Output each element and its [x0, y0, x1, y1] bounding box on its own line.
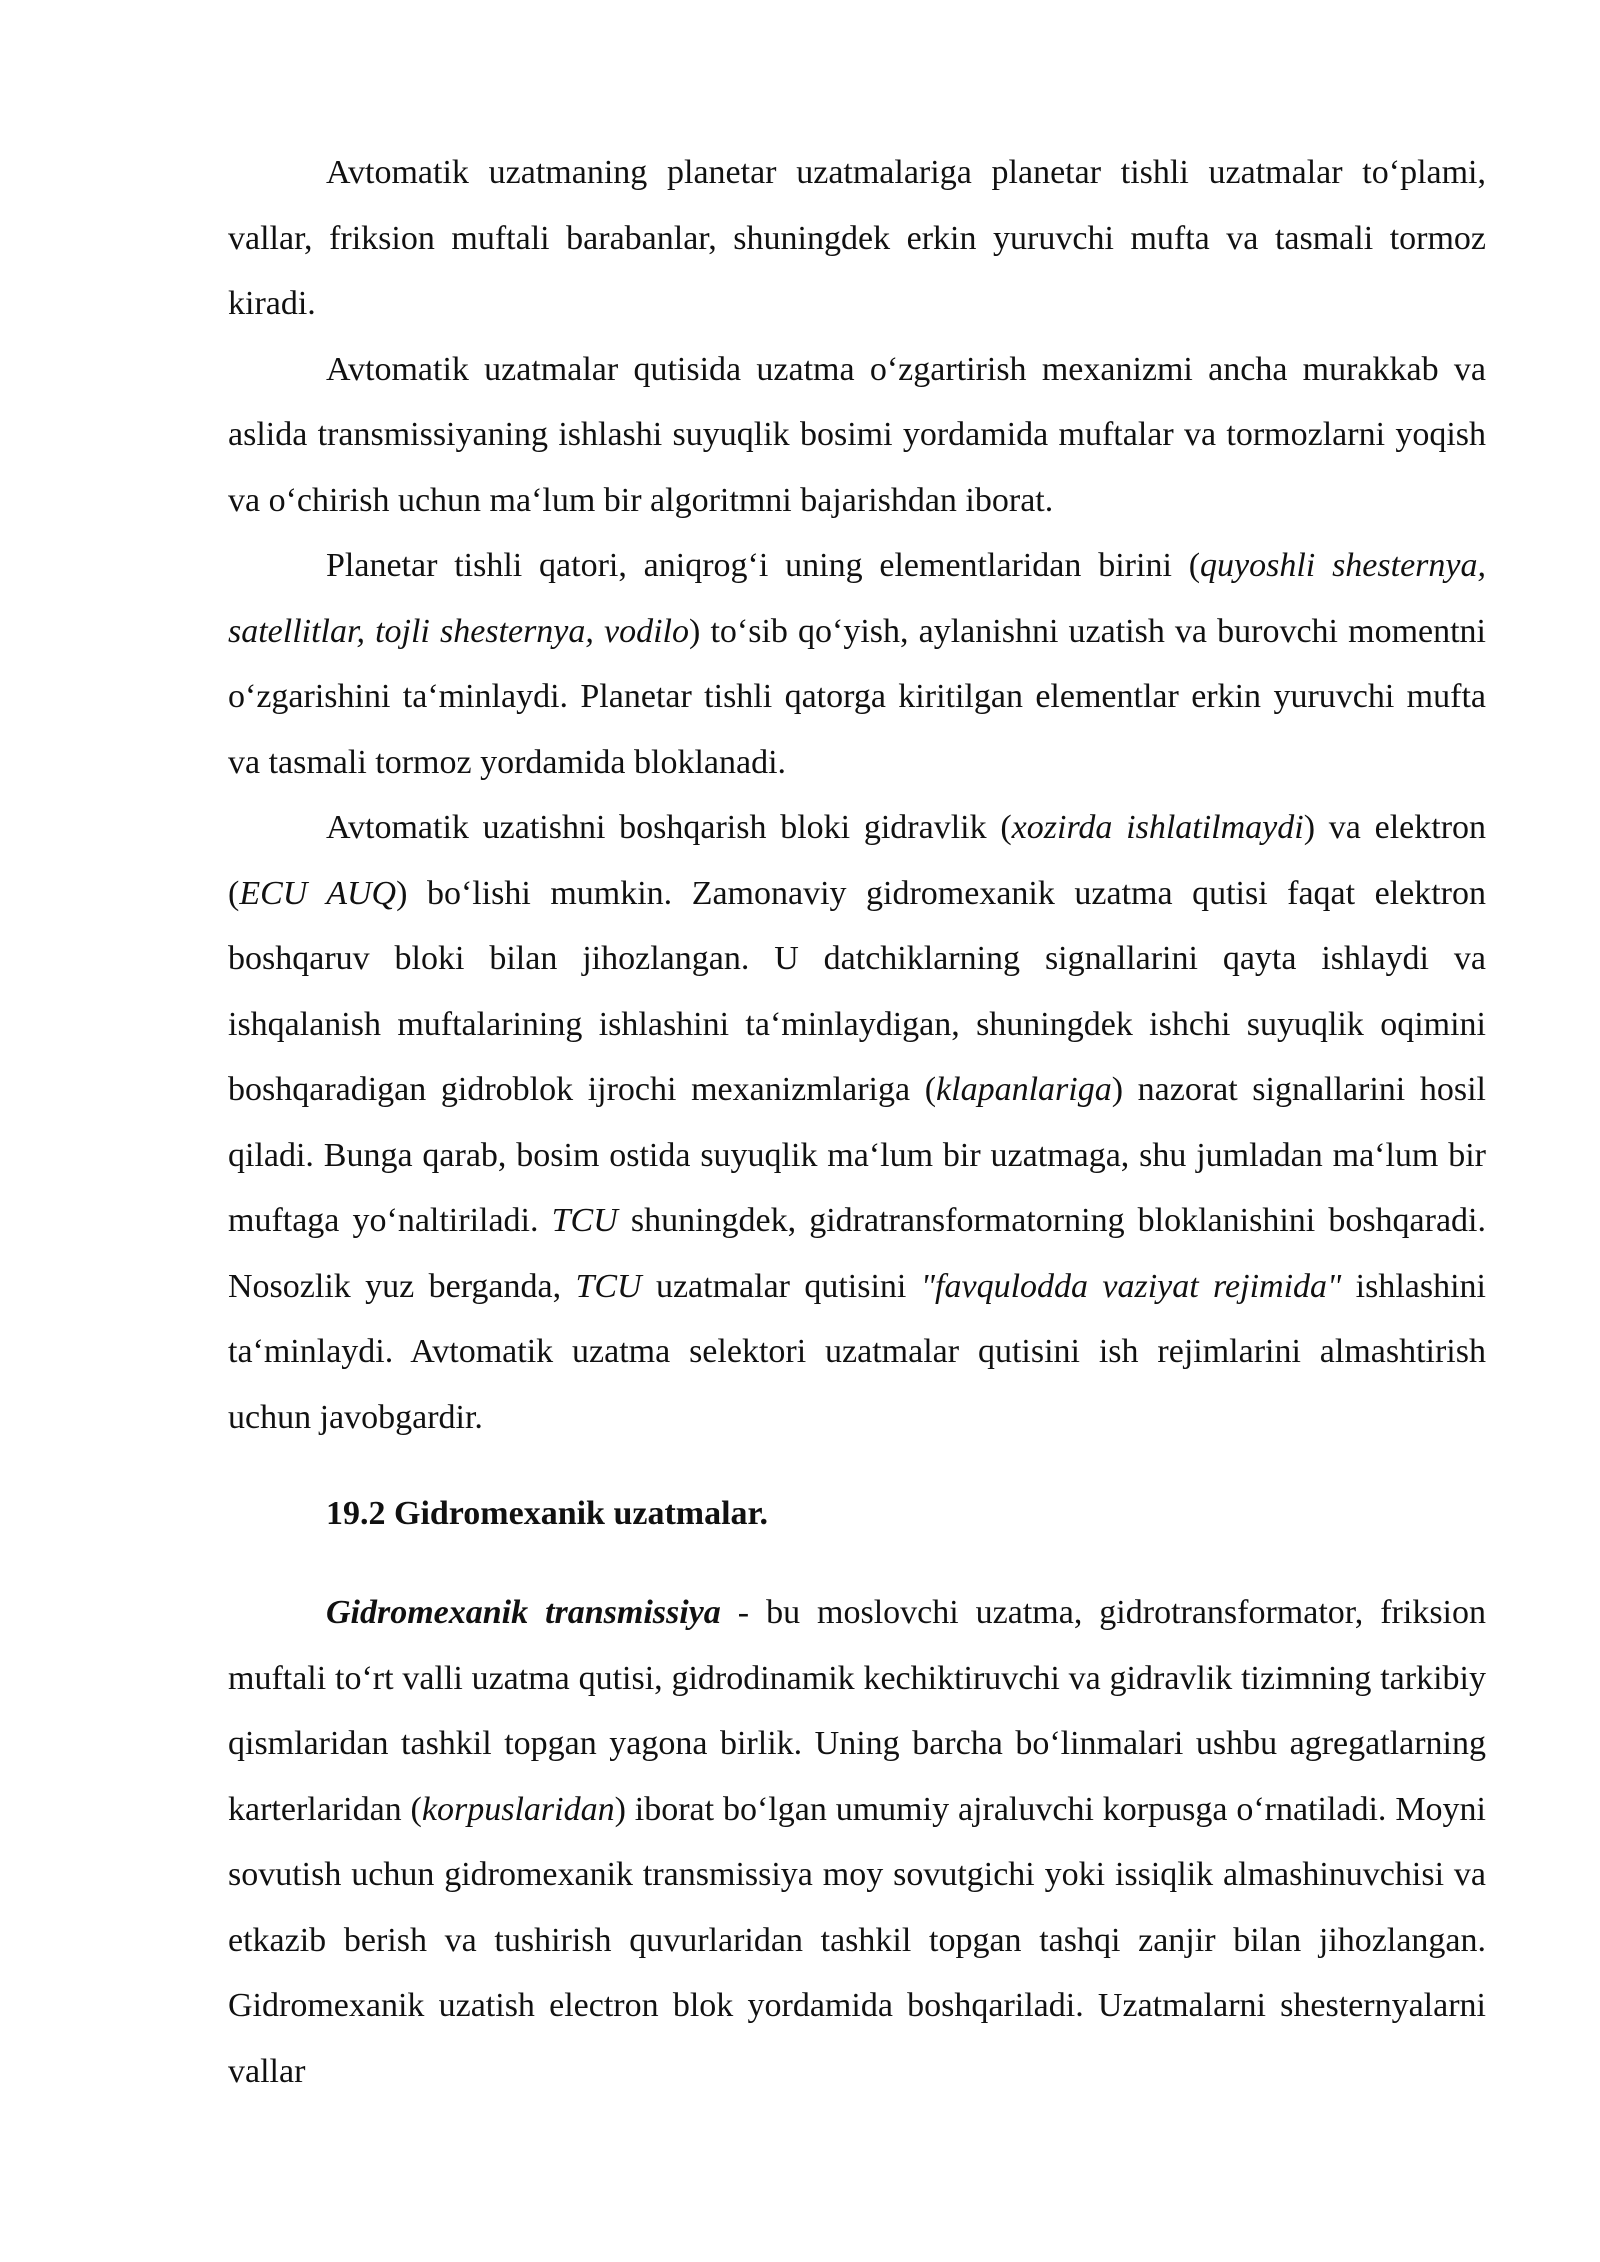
paragraph-text: Avtomatik uzatmalar qutisida uzatma o‘zgartirish mexanizmi ancha murakkab va aslida transmissiyaning ishlashi suyuqlik bosimi yordamida muftalar va tormozlarni yoqish va o‘chirish uchun ma‘lum bir algoritmni bajarishdan iborat.: [228, 350, 1486, 519]
paragraph-planetary-row: [228, 533, 1486, 795]
bold-italic-term: Gidromexanik transmissiya: [326, 1594, 721, 1631]
document-page: [228, 140, 1486, 2104]
italic-term: korpuslaridan: [421, 1790, 615, 1828]
italic-term: klapanlariga: [936, 1071, 1112, 1108]
italic-term: TCU: [575, 1267, 642, 1305]
italic-term: quyoshli shesternya, satellitlar, tojli shesternya, vodilo: [228, 547, 1486, 650]
paragraph-text: ) va elektron (: [228, 809, 1487, 912]
paragraph-text: uzatmalar qutisini: [641, 1267, 921, 1305]
paragraph-control-unit: [228, 795, 1486, 1450]
italic-term: xozirda ishlatilmaydi: [1011, 809, 1304, 846]
italic-term: ECU AUQ: [239, 874, 397, 912]
paragraph-gear-shift-mechanism: [228, 337, 1486, 534]
section-heading: 19.2 Gidromexanik uzatmalar.: [326, 1495, 769, 1532]
paragraph-text: ) bo‘lishi mumkin. Zamonaviy gidromexanik uzatma qutisi faqat elektron boshqaruv bloki bilan jihozlangan. U datchiklarning signallarini qayta ishlaydi va ishqalanish muftalarining ishlashini ta‘minlaydigan, shuningdek ishchi suyuqlik oqimini boshqaradigan gidroblok ijrochi mexanizmlariga (: [228, 874, 1487, 1108]
paragraph-text: - bu moslovchi uzatma, gidrotransformator, friksion muftali to‘rt valli uzatma qutisi, gidrodinamik kechiktiruvchi va gidravlik tizimning tarkibiy qismlaridan tashkil topgan yagona birlik. Uning barcha bo‘linmalari ushbu agregatlarning karterlaridan (: [228, 1594, 1486, 1828]
paragraph-text: ) iborat bo‘lgan umumiy ajraluvchi korpusga o‘rnatiladi. Moyni sovutish uchun gidromexanik transmissiya moy sovutgichi yoki issiqlik almashinuvchisi va etkazib berish va tushirish quvurlaridan tashkil topgan tashqi zanjir bilan jihozlangan. Gidromexanik uzatish electron blok yordamida boshqariladi. Uzatmalarni shesternyalarni vallar: [228, 1790, 1486, 2090]
paragraph-text: Avtomatik uzatishni boshqarish bloki gidravlik (: [326, 809, 1012, 846]
paragraph-text: shuningdek, gidratransformatorning bloklanishini boshqaradi. Nosozlik yuz berganda,: [228, 1202, 1486, 1305]
italic-term: "favqulodda vaziyat rejimida": [920, 1267, 1342, 1305]
paragraph-text: Planetar tishli qatori, aniqrog‘i uning elementlaridan birini (: [326, 547, 1201, 584]
paragraph-text: Avtomatik uzatmaning planetar uzatmalariga planetar tishli uzatmalar to‘plami, vallar, friksion muftali barabanlar, shuningdek erkin yuruvchi mufta va tasmali tormoz kiradi.: [228, 154, 1486, 322]
paragraph-text: ishlashini ta‘minlaydi. Avtomatik uzatma selektori uzatmalar qutisini ish rejimlarini almashtirish uchun javobgardir.: [228, 1267, 1487, 1436]
paragraph-hydromechanical-transmission: [228, 1580, 1486, 2104]
italic-term: TCU: [551, 1202, 618, 1239]
paragraph-planetary-components: [228, 140, 1486, 337]
paragraph-text: ) to‘sib qo‘yish, aylanishni uzatish va burovchi momentni o‘zgarishini ta‘minlaydi. Planetar tishli qatorga kiritilgan elementlar erkin yuruvchi mufta va tasmali tormoz yordamida bloklanadi.: [228, 612, 1486, 781]
paragraph-text: ) nazorat signallarini hosil qiladi. Bunga qarab, bosim ostida suyuqlik ma‘lum bir uzatmaga, shu jumladan ma‘lum bir muftaga yo‘naltiriladi.: [228, 1071, 1486, 1239]
